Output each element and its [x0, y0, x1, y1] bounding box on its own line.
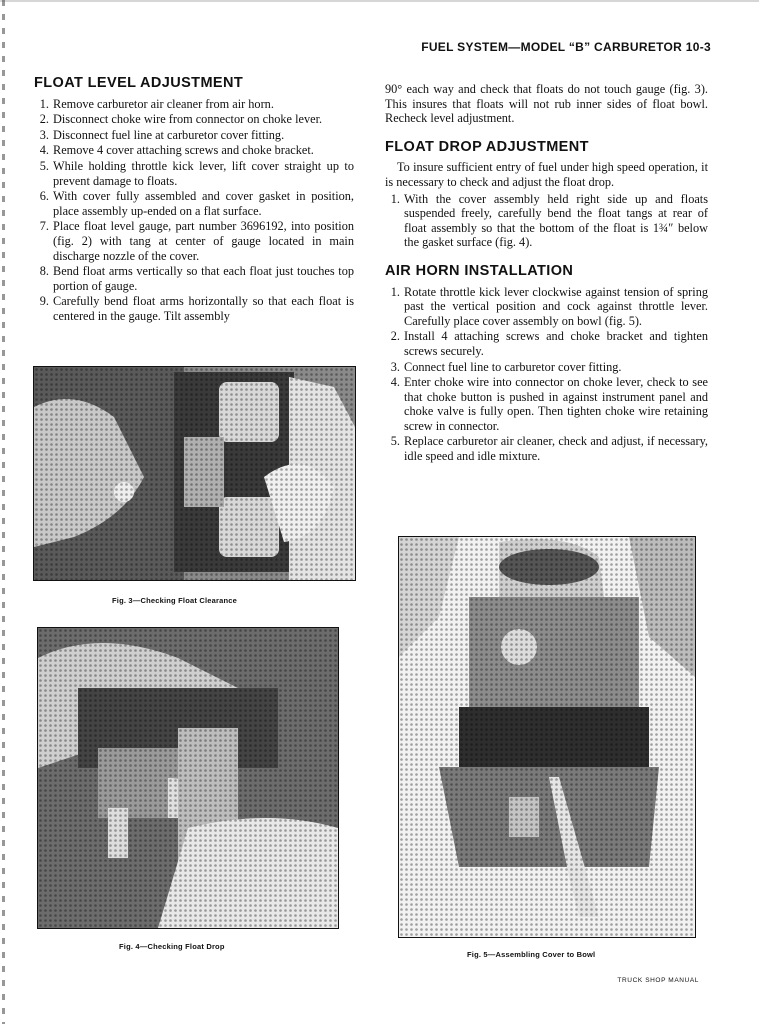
page-header: FUEL SYSTEM—MODEL “B” CARBURETOR 10-3: [421, 40, 711, 54]
float-level-step: 7. Place float level gauge, part number 3696192, into position (fig. 2) with tang at center of gauge located in main discharge nozzle of the cover.: [39, 219, 354, 263]
page-footer: TRUCK SHOP MANUAL: [617, 977, 699, 984]
fig5-photo: [398, 536, 696, 938]
float-level-heading: FLOAT LEVEL ADJUSTMENT: [34, 75, 244, 91]
fig5-caption: Fig. 5—Assembling Cover to Bowl: [467, 950, 596, 959]
float-drop-steps: [385, 192, 708, 250]
float-level-step: 9. Carefully bend float arms horizontally so that each float is centered in the gauge. Tilt assembly: [39, 294, 354, 323]
float-level-step: 1. Remove carburetor air cleaner from air horn.: [39, 96, 274, 111]
float-level-step: 8. Bend float arms vertically so that each float just touches top portion of gauge.: [39, 264, 354, 293]
float-level-continuation: 90° each way and check that floats do not touch gauge (fig. 3). This insures that floats will not rub inner sides of float bowl. Recheck level adjustment.: [385, 82, 708, 126]
float-level-step: 4. Remove 4 cover attaching screws and choke bracket.: [39, 143, 314, 158]
float-level-step: 3. Disconnect fuel line at carburetor cover fitting.: [39, 127, 285, 142]
float-drop-intro: To insure sufficient entry of fuel under high speed operation, it is necessary to check and adjust the float drop.: [385, 160, 708, 189]
air-horn-step: 3. Connect fuel line to carburetor cover fitting.: [390, 359, 622, 374]
fig3-photo: [33, 366, 356, 581]
scan-edge-top: [0, 0, 759, 2]
air-horn-steps: [385, 285, 708, 464]
scan-binding-edge: [2, 0, 5, 1024]
float-level-steps: [34, 97, 354, 324]
fig4-photo: [37, 627, 339, 929]
float-level-step: 2. Disconnect choke wire from connector on choke lever.: [39, 112, 323, 127]
air-horn-step: 1. Rotate throttle kick lever clockwise against tension of spring past the vertical position and cock against throttle lever. Carefully place cover assembly on bowl (fig. 5).: [390, 284, 708, 328]
float-level-step: 5. While holding throttle kick lever, lift cover straight up to prevent damage to floats.: [39, 158, 354, 188]
air-horn-step: 4. Enter choke wire into connector on choke lever, check to see that choke button is pushed in against instrument panel and choke valve is fully open. Then tighten choke wire retaining screw in connector.: [390, 375, 708, 433]
fig4-caption: Fig. 4—Checking Float Drop: [119, 942, 225, 951]
air-horn-step: 5. Replace carburetor air cleaner, check and adjust, if necessary, idle speed and idle mixture.: [390, 434, 708, 464]
left-column: [34, 76, 354, 325]
air-horn-step: 2. Install 4 attaching screws and choke bracket and tighten screws securely.: [390, 329, 708, 358]
float-drop-heading: FLOAT DROP ADJUSTMENT: [385, 138, 589, 155]
fig3-caption: Fig. 3—Checking Float Clearance: [112, 596, 237, 605]
float-level-step: 6. With cover fully assembled and cover gasket in position, place assembly up-ended on a flat surface.: [39, 189, 354, 218]
right-column: [385, 82, 708, 465]
float-drop-step: 1. With the cover assembly held right side up and floats suspended freely, carefully bend the float tangs at rear of float assembly so that the bottom of the float is 1¾″ below the gasket surface (fig. 4).: [390, 191, 708, 250]
air-horn-heading: AIR HORN INSTALLATION: [385, 262, 574, 279]
